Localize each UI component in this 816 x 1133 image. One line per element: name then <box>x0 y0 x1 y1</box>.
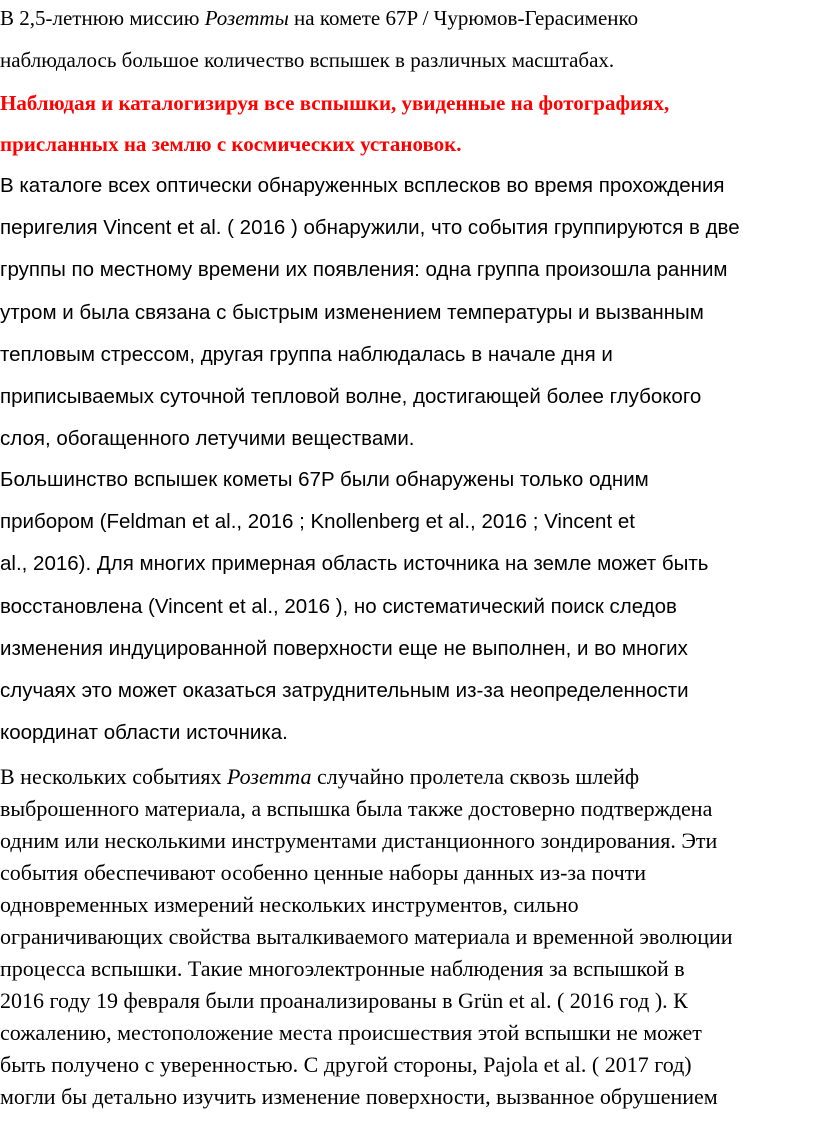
paragraph2-line: слоя, обогащенного летучими веществами. <box>0 427 415 450</box>
paragraph4-line: одновременных измерений нескольких инструментов, сильно <box>0 892 579 917</box>
paragraph2-line: перигелия Vincent et al. ( 2016 ) обнаружили, что события группируются в две <box>0 216 740 239</box>
highlight-line2: присланных на землю с космических установок. <box>0 132 462 156</box>
paragraph3-line: восстановлена (Vincent et al., 2016 ), но систематический поиск следов <box>0 595 677 618</box>
paragraph2-line: утром и была связана с быстрым изменением температуры и вызванным <box>0 301 704 324</box>
paragraph2-line: тепловым стрессом, другая группа наблюдалась в начале дня и <box>0 343 613 366</box>
paragraph3-line: изменения индуцированной поверхности еще не выполнен, и во многих <box>0 637 688 660</box>
paragraph3-line: случаях это может оказаться затруднительным из-за неопределенности <box>0 679 689 702</box>
paragraph3-line: прибором (Feldman et al., 2016 ; Knollenberg et al., 2016 ; Vincent et <box>0 510 635 533</box>
text-run: на комете 67P / Чурюмов-Герасименко <box>288 6 639 30</box>
paragraph4-line: одним или несколькими инструментами дистанционного зондирования. Эти <box>0 828 718 853</box>
paragraph4-line: быть получено с уверенностью. С другой стороны, Pajola et al. ( 2017 год) <box>0 1052 692 1077</box>
text-run: В 2,5-летнюю миссию <box>0 6 205 30</box>
italic-mission-name: Розетта <box>227 764 312 789</box>
paragraph4-line1 <box>0 764 639 790</box>
paragraph2-line: приписываемых суточной тепловой волне, достигающей более глубокого <box>0 385 702 408</box>
paragraph3-line: Большинство вспышек кометы 67P были обнаружены только одним <box>0 468 649 491</box>
paragraph2-line: группы по местному времени их появления: одна группа произошла ранним <box>0 258 728 281</box>
paragraph4-line: события обеспечивают особенно ценные наборы данных из-за почти <box>0 860 647 885</box>
italic-mission-name: Розетты <box>204 6 289 30</box>
paragraph4-line: процесса вспышки. Такие многоэлектронные наблюдения за вспышкой в <box>0 956 685 981</box>
paragraph2-line: В каталоге всех оптически обнаруженных всплесков во время прохождения <box>0 174 725 197</box>
paragraph3-line: координат области источника. <box>0 721 288 744</box>
paragraph1-line2: наблюдалось большое количество вспышек в различных масштабах. <box>0 48 615 72</box>
highlight-line1: Наблюдая и каталогизируя все вспышки, увиденные на фотографиях, <box>0 91 670 115</box>
text-run: В нескольких событиях <box>0 764 228 789</box>
paragraph4-line: ограничивающих свойства выталкиваемого материала и временной эволюции <box>0 924 733 949</box>
paragraph4-line: сожалению, местоположение места происшествия этой вспышки не может <box>0 1020 702 1045</box>
paragraph1-line1 <box>0 5 638 31</box>
paragraph4-line: выброшенного материала, а вспышка была также достоверно подтверждена <box>0 796 713 821</box>
paragraph3-line: al., 2016). Для многих примерная область источника на земле может быть <box>0 552 709 575</box>
text-run: случайно пролетела сквозь шлейф <box>311 764 640 789</box>
paragraph4-line: могли бы детально изучить изменение поверхности, вызванное обрушением <box>0 1084 718 1109</box>
paragraph4-line: 2016 году 19 февраля были проанализированы в Grün et al. ( 2016 год ). К <box>0 988 688 1013</box>
